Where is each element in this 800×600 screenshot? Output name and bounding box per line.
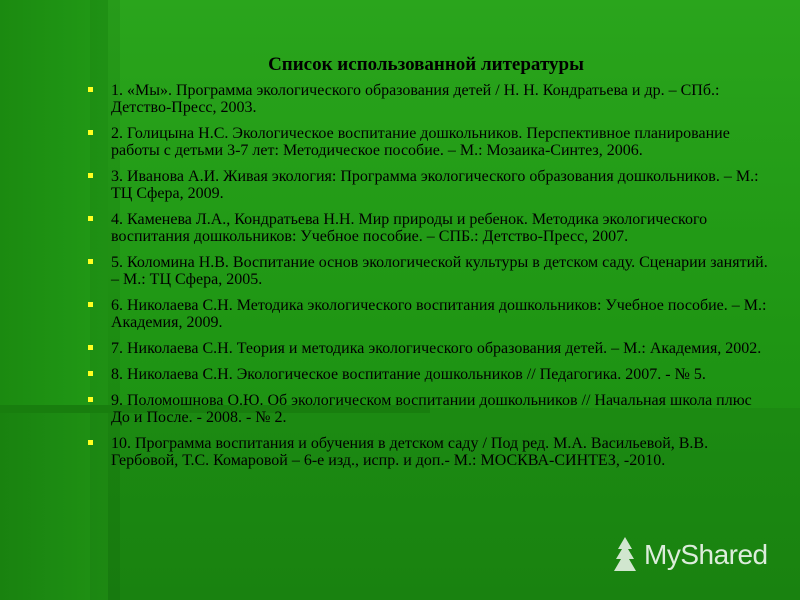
reference-text: 8. Николаева С.Н. Экологическое воспитание дошкольников // Педагогика. 2007. - № 5. [111, 366, 706, 383]
slide-title: Список использованной литературы [268, 54, 584, 75]
watermark-logo-icon [612, 535, 638, 575]
reference-text: 5. Коломина Н.В. Воспитание основ экологической культуры в детском саду. Сценарии занятий. – М.: ТЦ Сфера, 2005. [111, 254, 768, 288]
watermark [612, 530, 792, 580]
list-item [88, 254, 768, 288]
bullet-icon [88, 130, 93, 135]
bullet-icon [88, 259, 93, 264]
reference-text: 6. Николаева С.Н. Методика экологического воспитания дошкольников: Учебное пособие. – М.: Академия, 2009. [111, 297, 767, 331]
list-item [88, 125, 768, 159]
reference-text: 1. «Мы». Программа экологического образования детей / Н. Н. Кондратьева и др. – СПб.: Детство-Пресс, 2003. [111, 82, 720, 116]
reference-text: 2. Голицына Н.С. Экологическое воспитание дошкольников. Перспективное планирование работы с детьми 3-7 лет: Методическое пособие. – М.: Мозаика-Синтез, 2006. [111, 125, 730, 159]
bullet-icon [88, 345, 93, 350]
bullet-icon [88, 397, 93, 402]
list-item [88, 82, 768, 116]
reference-text: 10. Программа воспитания и обучения в детском саду / Под ред. М.А. Васильевой, В.В. Гербовой, Т.С. Комаровой – 6-е изд., испр. и доп.- М.: МОСКВА-СИНТЕЗ, -2010. [111, 435, 709, 469]
bullet-icon [88, 87, 93, 92]
bullet-icon [88, 440, 93, 445]
reference-text: 9. Поломошнова О.Ю. Об экологическом воспитании дошкольников // Начальная школа плюс До и После. - 2008. - № 2. [111, 392, 752, 426]
list-item [88, 340, 768, 357]
reference-text: 4. Каменева Л.А., Кондратьева Н.Н. Мир природы и ребенок. Методика экологического воспитания дошкольников: Учебное пособие. – СПБ.: Детство-Пресс, 2007. [111, 211, 708, 245]
list-item [88, 297, 768, 331]
list-item [88, 168, 768, 202]
reference-text: 3. Иванова А.И. Живая экология: Программа экологического образования дошкольников. – М.: ТЦ Сфера, 2009. [111, 168, 759, 202]
reference-text: 7. Николаева С.Н. Теория и методика экологического образования детей. – М.: Академия, 2002. [111, 340, 762, 357]
watermark-text: MyShared [644, 539, 768, 570]
list-item [88, 435, 768, 469]
bullet-icon [88, 173, 93, 178]
list-item [88, 211, 768, 245]
list-item [88, 366, 768, 383]
bullet-icon [88, 216, 93, 221]
list-item [88, 392, 768, 426]
reference-list [88, 82, 768, 478]
bullet-icon [88, 371, 93, 376]
bullet-icon [88, 302, 93, 307]
